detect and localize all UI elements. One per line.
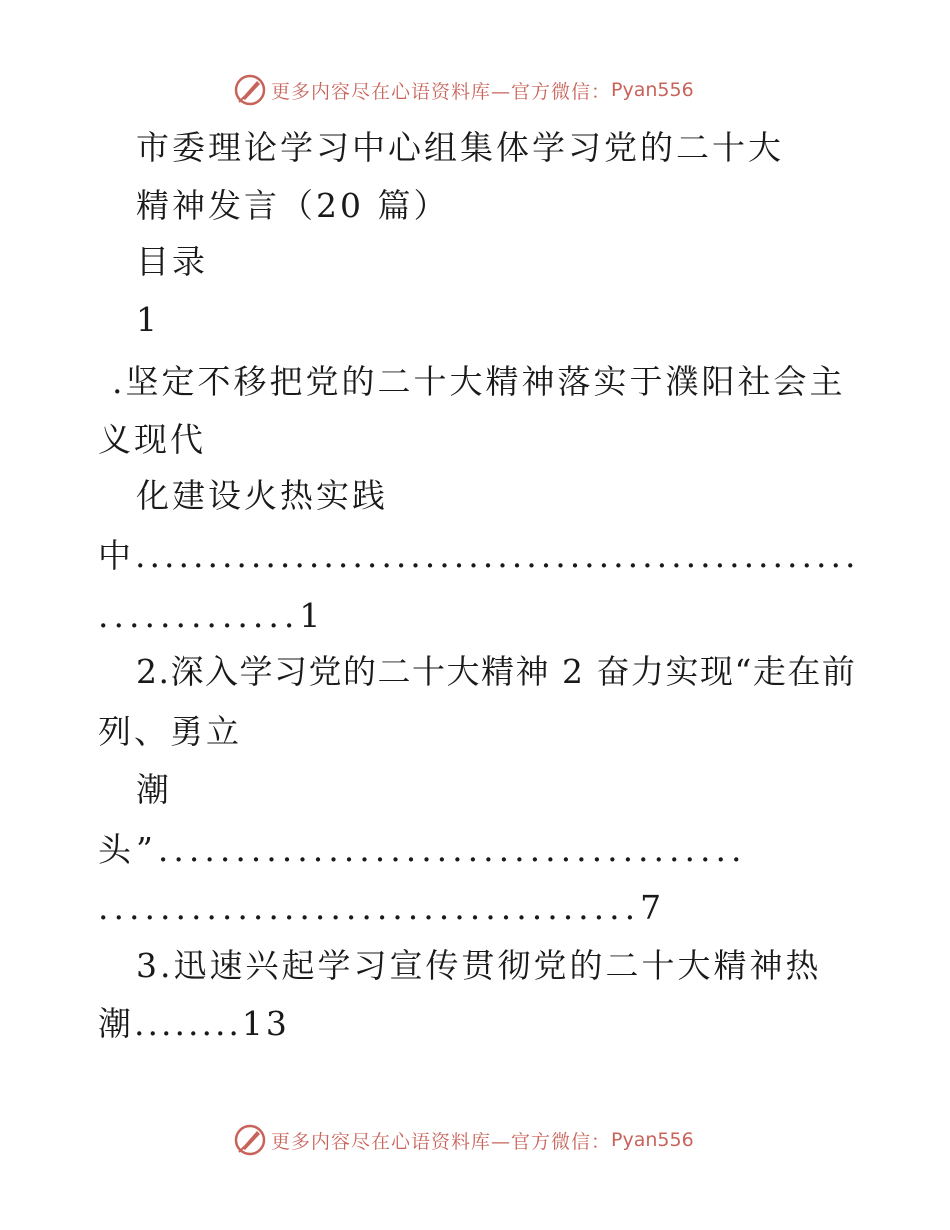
quill-logo-icon — [233, 1123, 267, 1157]
document-title-line-2: 精神发言（20 篇） — [136, 186, 450, 225]
toc-line: 中.................................................. — [98, 536, 860, 575]
watermark-banner-bottom — [233, 1120, 694, 1160]
toc-line: 潮........13 — [98, 1004, 290, 1043]
toc-line: 头”...................................... — [98, 830, 747, 869]
watermark-banner-top — [233, 70, 694, 110]
toc-line: 列、勇立 — [98, 712, 242, 751]
toc-line: 1 — [136, 300, 160, 339]
toc-line: 2.深入学习党的二十大精神 2 奋力实现“走在前 — [136, 652, 857, 691]
toc-heading: 目录 — [136, 242, 208, 281]
toc-line: ...................................7 — [98, 888, 667, 927]
quill-logo-icon — [233, 73, 267, 107]
watermark-text: 更多内容尽在心语资料库—官方微信： — [271, 1130, 612, 1153]
watermark-wechat: Pyan556 — [611, 79, 694, 101]
watermark-text: 更多内容尽在心语资料库—官方微信： — [271, 80, 612, 103]
watermark-wechat: Pyan556 — [611, 1129, 694, 1151]
toc-line: 潮 — [136, 770, 172, 809]
toc-line: 义现代 — [98, 420, 206, 459]
document-title-line-1: 市委理论学习中心组集体学习党的二十大 — [136, 128, 784, 167]
toc-line: 化建设火热实践 — [136, 476, 388, 515]
toc-line: 3.迅速兴起学习宣传贯彻党的二十大精神热 — [136, 946, 822, 985]
toc-line: .............1 — [98, 596, 326, 635]
toc-line: .坚定不移把党的二十大精神落实于濮阳社会主 — [112, 362, 846, 401]
